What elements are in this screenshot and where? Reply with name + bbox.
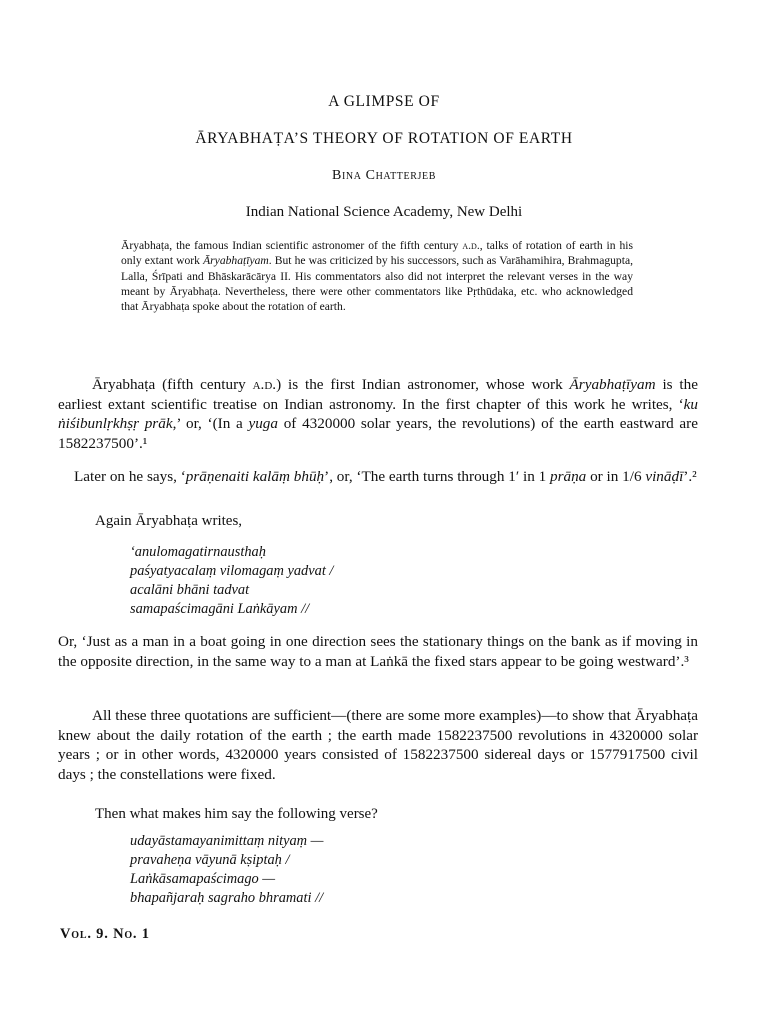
abstract-era: a.d.	[462, 239, 480, 252]
verse-intro-1: Again Āryabhaṭa writes,	[95, 513, 243, 529]
title-line-2: ĀRYABHAṬA’S THEORY OF ROTATION OF EARTH	[195, 130, 573, 147]
sanskrit-term: vināḍī	[645, 468, 684, 485]
verse-line: paśyatyacalaṃ vilomagaṃ yadvat /	[130, 563, 334, 579]
work-title: Āryabhaṭīyam	[569, 376, 656, 393]
abstract	[121, 238, 633, 314]
verse-line: acalāni bhāni tadvat	[130, 582, 250, 598]
verse-intro-2: Then what makes him say the following verse?	[95, 806, 378, 822]
sanskrit-term: yuga	[248, 415, 278, 432]
journal-volume-footer: Vol. 9. No. 1	[60, 926, 150, 942]
author-affiliation: Indian National Science Academy, New Delhi	[245, 204, 523, 220]
abstract-text: . But he was criticized by his successors, such as Varāhamihira, Brahmagupta, Lalla, Śrīpati and Bhāskarācārya II. His commentators also did not interpret the relevant verses in the way meant by Āryabhaṭa. Nevertheless, there were other commentators like Pṛthūdaka, etc. who acknowledged that Āryabhaṭa spoke about the rotation of earth.	[121, 254, 633, 314]
verse-line: Laṅkāsamapaścimago —	[130, 871, 276, 887]
abstract-text: , talks of rotation of earth in his only extant work	[121, 239, 633, 268]
body-paragraph-4: All these three quotations are sufficient—(there are some more examples)—to show that Āryabhaṭa knew about the daily rotation of the earth ; the earth made 1582237500 revolutions in 4320000 solar years ; or in other words, 4320000 years consisted of 1582237500 sidereal days or 1577917500 civil days ; the constellations were fixed.	[58, 707, 698, 783]
abstract-work-title: Āryabhaṭīyam	[203, 254, 269, 268]
abstract-text: Āryabhaṭa, the famous Indian scientific astronomer of the fifth century	[121, 239, 463, 252]
verse-line: samapaścimagāni Laṅkāyam //	[130, 601, 310, 617]
title-line-1: A GLIMPSE OF	[328, 93, 440, 110]
body-paragraph-1: Āryabhaṭa (fifth century a.d.) is the first Indian astronomer, whose work Āryabhaṭīyam is the earliest extant scientific treatise on Indian astronomy. In the first chapter of this work he writes, ‘ku ṅiśibunlṛkhṣṛ prāk,’ or, ‘(In a yuga of 4320000 solar years, the revolutions) of the earth eastward are 1582237500’.¹	[58, 376, 698, 452]
era-label: a.d.	[252, 376, 277, 393]
body-paragraph-2: Later on he says, ‘prāṇenaiti kalāṃ bhūḥ’, or, ‘The earth turns through 1′ in 1 prāṇa or in 1/6 vināḍī’.²	[74, 468, 697, 485]
verse-line: pravaheṇa vāyunā kṣiptaḥ /	[130, 852, 290, 868]
verse-line: udayāstamayanimittaṃ nityaṃ —	[130, 833, 324, 849]
verse-line: bhapañjaraḥ sagraho bhramati //	[130, 890, 324, 906]
verse-block-2	[130, 832, 323, 908]
body-paragraph-3: Or, ‘Just as a man in a boat going in one direction sees the stationary things on the bank as if moving in the opposite direction, in the same way to a man at Laṅkā the fixed stars appear to be going westward’.³	[58, 633, 698, 670]
sanskrit-quote: ku ṅiśibunlṛkhṣṛ prāk	[58, 395, 698, 432]
sanskrit-term: prāṇa	[549, 468, 587, 485]
verse-block-1	[130, 543, 333, 619]
author-name: Bina Chatterjeb	[332, 168, 436, 183]
sanskrit-quote: prāṇenaiti kalāṃ bhūḥ	[185, 468, 325, 485]
verse-line: ‘anulomagatirnausthaḥ	[130, 544, 266, 560]
